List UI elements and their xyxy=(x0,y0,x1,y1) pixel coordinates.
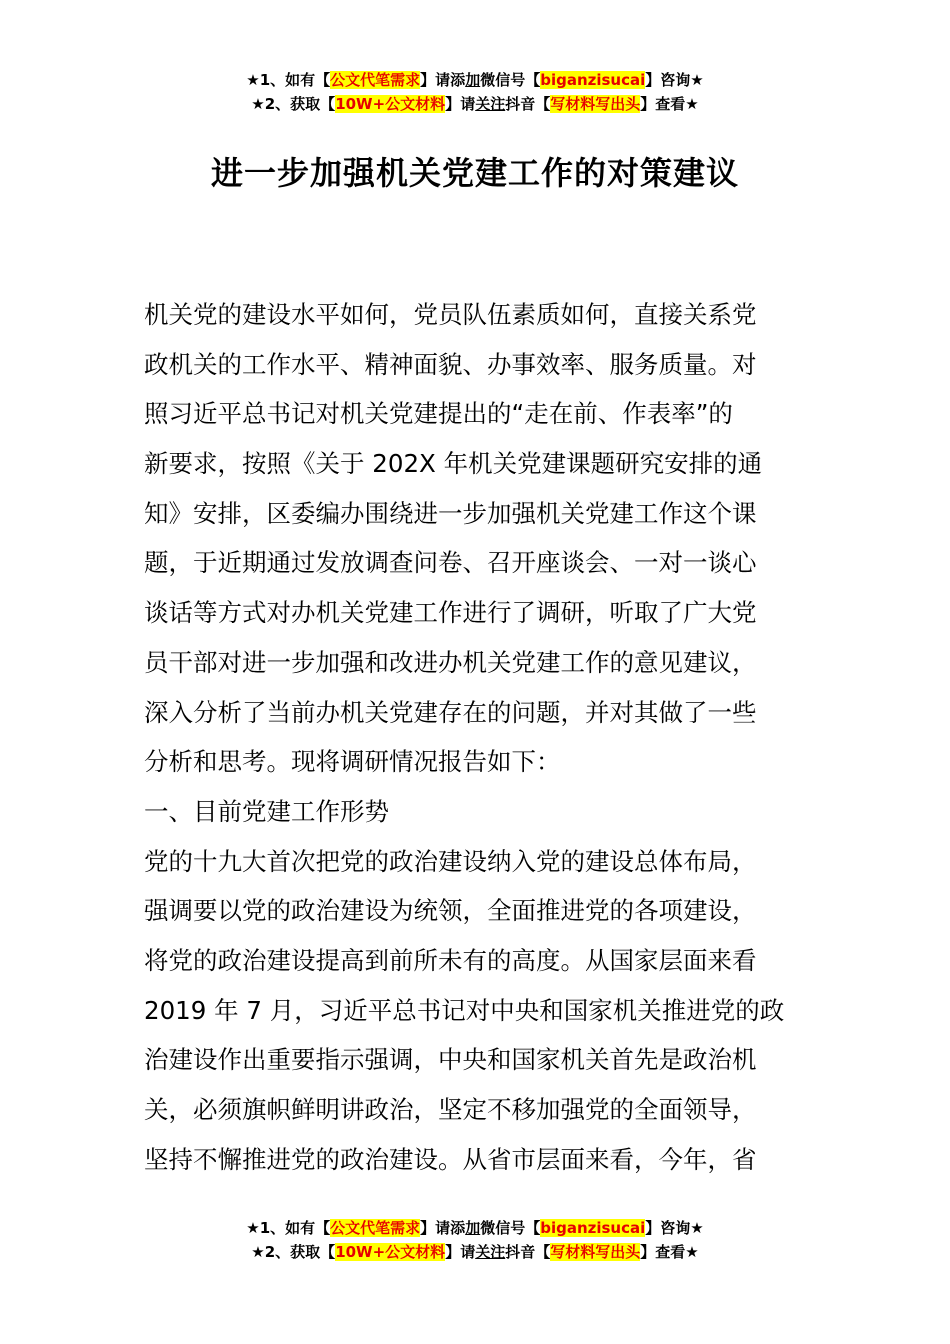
banner-line1-highlight2: biganzisucai xyxy=(540,1219,646,1237)
banner-line-2 xyxy=(0,1240,950,1264)
banner-line-2 xyxy=(0,92,950,116)
banner-line2-highlight: 10W+公文材料 xyxy=(335,1243,446,1261)
body-line: 员干部对进一步加强和改进办机关党建工作的意见建议， xyxy=(144,647,757,677)
banner-line2-underlined: 关注 xyxy=(475,1243,506,1261)
body-line: 治建设作出重要指示强调，中央和国家机关首先是政治机 xyxy=(144,1045,757,1075)
banner-line1-highlight2: biganzisucai xyxy=(540,71,646,89)
body-line: 机关党的建设水平如何，党员队伍素质如何，直接关系党 xyxy=(144,300,757,329)
banner-line2-underlined: 关注 xyxy=(475,95,506,113)
body-line: 照习近平总书记对机关党建提出的“走在前、作表率”的 xyxy=(144,399,733,429)
banner-line1-mid: 】请添 xyxy=(420,71,466,89)
header-banner xyxy=(0,68,950,116)
banner-line-1 xyxy=(0,1216,950,1240)
banner-line2-suffix: 】查看★ xyxy=(640,1243,699,1261)
document-title: 进一步加强机关党建工作的对策建议 xyxy=(210,154,739,192)
document-body xyxy=(144,290,808,1184)
body-line: 分析和思考。现将调研情况报告如下： xyxy=(144,747,561,777)
banner-line1-highlight: 公文代笔需求 xyxy=(330,71,421,89)
banner-line1-mid2: 微信号【 xyxy=(480,71,541,89)
banner-line2-mid: 】请 xyxy=(445,95,476,113)
banner-line1-highlight: 公文代笔需求 xyxy=(330,1219,421,1237)
body-line: 强调要以党的政治建设为统领，全面推进党的各项建设， xyxy=(144,896,757,926)
banner-line1-suffix: 】咨询★ xyxy=(645,1219,704,1237)
banner-line1-prefix: ★1、如有【 xyxy=(246,1219,331,1237)
banner-line2-mid: 】请 xyxy=(445,1243,476,1261)
banner-line1-prefix: ★1、如有【 xyxy=(246,71,331,89)
banner-line1-suffix: 】咨询★ xyxy=(645,71,704,89)
body-line: 题，于近期通过发放调查问卷、召开座谈会、一对一谈心 xyxy=(144,548,757,578)
body-line: 深入分析了当前办机关党建存在的问题，并对其做了一些 xyxy=(144,697,757,727)
body-line: 党的十九大首次把党的政治建设纳入党的建设总体布局， xyxy=(144,846,757,876)
body-line: 将党的政治建设提高到前所未有的高度。从国家层面来看 xyxy=(144,945,757,975)
footer-banner xyxy=(0,1216,950,1264)
body-line: 知》安排，区委编办围绕进一步加强机关党建工作这个课 xyxy=(144,498,757,528)
banner-line2-highlight: 10W+公文材料 xyxy=(335,95,446,113)
body-line: 坚持不懈推进党的政治建设。从省市层面来看，今年，省 xyxy=(144,1144,757,1174)
banner-line2-suffix: 】查看★ xyxy=(640,95,699,113)
body-line: 政机关的工作水平、精神面貌、办事效率、服务质量。对 xyxy=(144,349,757,379)
section-heading: 一、目前党建工作形势 xyxy=(144,796,389,826)
banner-line1-mid2: 微信号【 xyxy=(480,1219,541,1237)
body-line: 关，必须旗帜鲜明讲政治，坚定不移加强党的全面领导， xyxy=(144,1095,757,1124)
banner-line1-underlined: 加 xyxy=(465,71,481,89)
banner-line1-mid: 】请添 xyxy=(420,1219,466,1237)
banner-line2-prefix: ★2、获取【 xyxy=(251,95,336,113)
banner-line2-highlight2: 写材料写出头 xyxy=(550,95,641,113)
banner-line2-mid2: 抖音【 xyxy=(505,1243,551,1261)
banner-line1-underlined: 加 xyxy=(465,1219,481,1237)
banner-line2-highlight2: 写材料写出头 xyxy=(550,1243,641,1261)
body-line: 谈话等方式对办机关党建工作进行了调研，听取了广大党 xyxy=(144,598,757,628)
banner-line2-prefix: ★2、获取【 xyxy=(251,1243,336,1261)
banner-line2-mid2: 抖音【 xyxy=(505,95,551,113)
body-line: 新要求，按照《关于 202X 年机关党建课题研究安排的通 xyxy=(144,449,763,479)
banner-line-1 xyxy=(0,68,950,92)
body-line: 2019 年 7 月，习近平总书记对中央和国家机关推进党的政 xyxy=(144,995,785,1025)
